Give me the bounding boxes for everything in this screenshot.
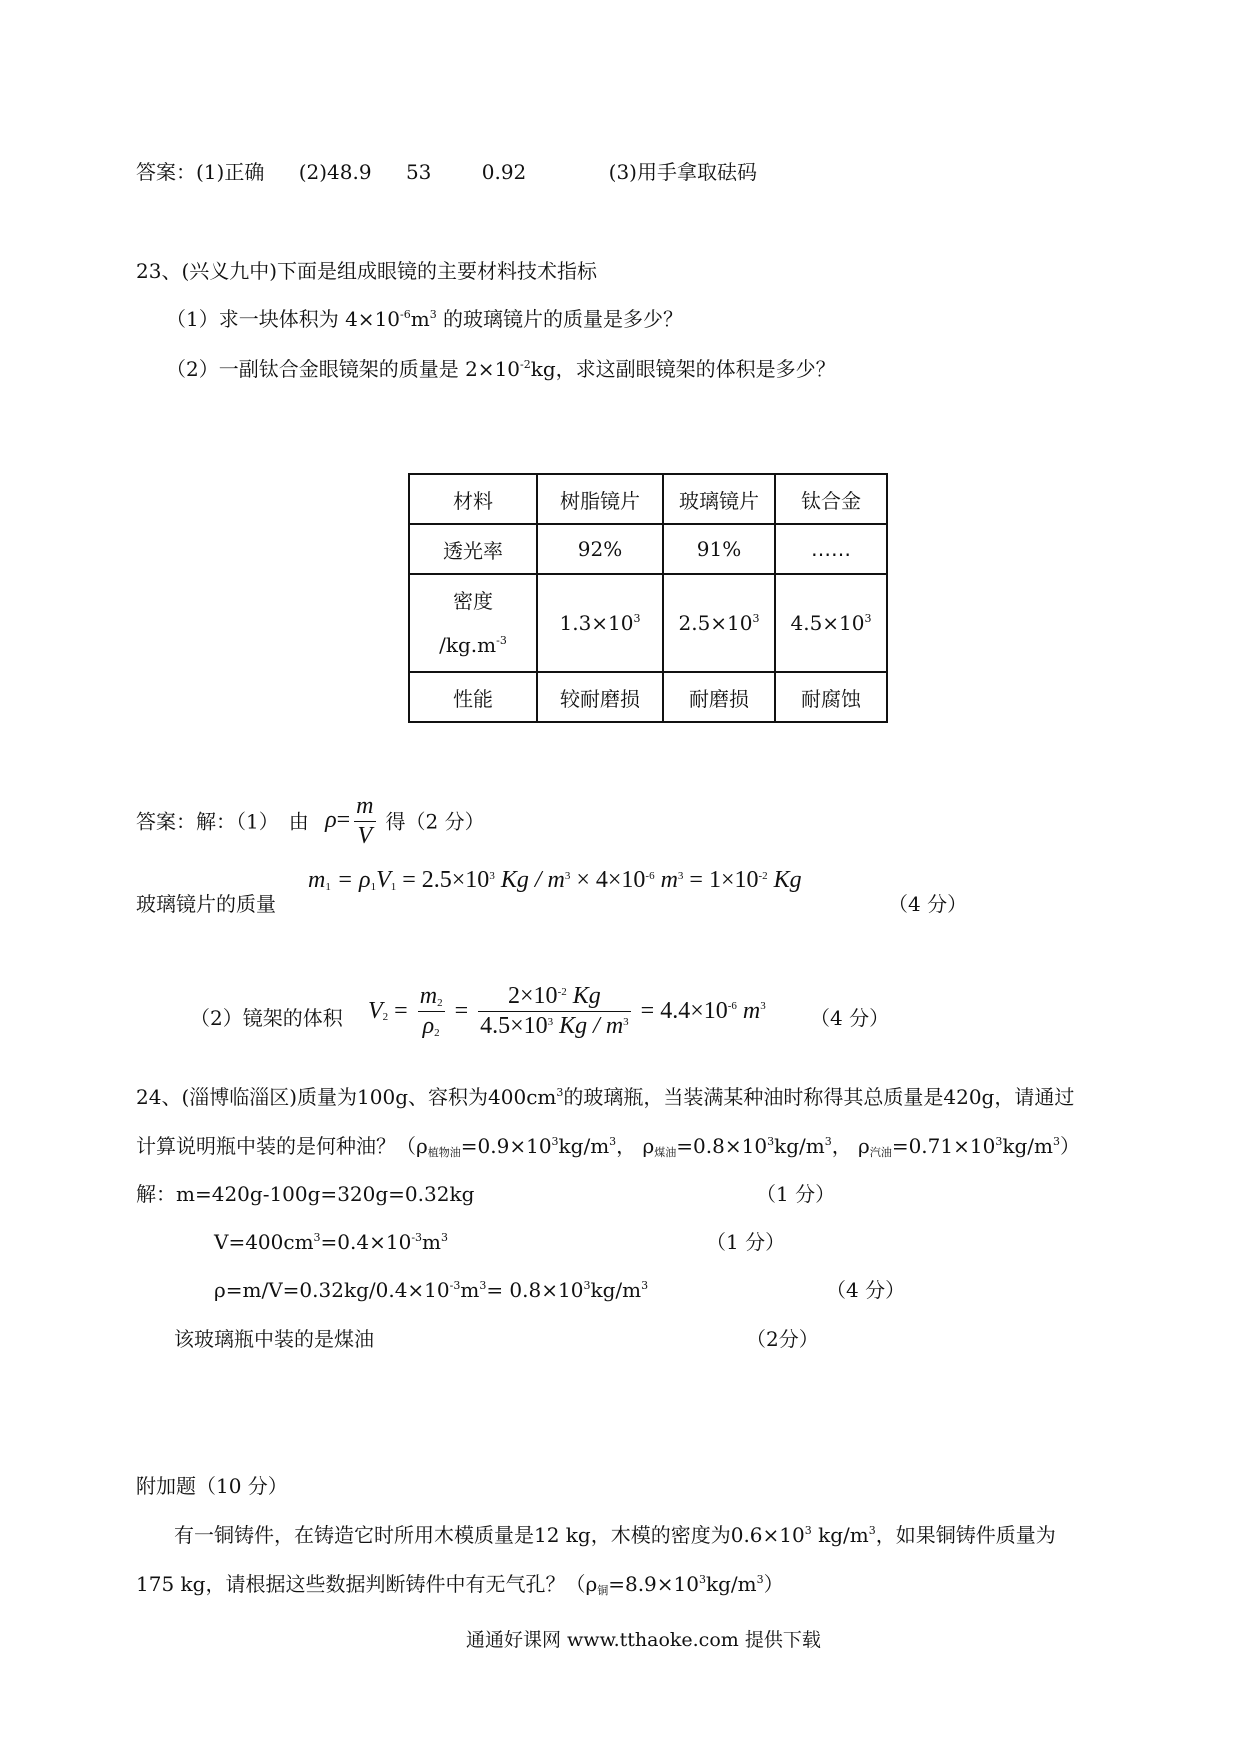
frame-volume-points: （4 分） (810, 1006, 890, 1030)
q23-sub2: （2）一副钛合金眼镜架的质量是 $2\times 10^{-2}kg$，求这副眼镜架的体积是多少？ (166, 357, 836, 381)
table-row-label: 透光率 (409, 524, 537, 574)
q24-solution-2-points: （1 分） (706, 1230, 786, 1254)
q23-title: 23、(兴义九中)下面是组成眼镜的主要材料技术指标 (136, 259, 598, 283)
answer-part-3: (3)用手拿取砝码 (608, 160, 757, 184)
q23-sub1: （1）求一块体积为 $4\times 10^{-6}m^3$ 的玻璃镜片的质量是多少？ (166, 307, 684, 331)
q22-answer (136, 160, 757, 184)
frame-volume-equation: $V_2$ = $\frac{m_2}{\rho_2}$ = $\frac{2\times 10^{-2} Kg}{4.5\times 10^3 Kg / m^3}$ = $4.4\times 10^{-6}$ $m^3$ (368, 983, 766, 1039)
q24-solution-1-points: （1 分） (756, 1182, 836, 1206)
glass-mass-points: （4 分） (888, 892, 968, 916)
table-cell: 92% (537, 524, 663, 574)
answer-value-53: 53 (405, 160, 432, 184)
page-footer: 通通好课网 www.tthaoke.com 提供下载 (466, 1629, 821, 1651)
table-row (409, 672, 887, 722)
bonus-line-2: 175 kg，请根据这些数据判断铸件中有无气孔？$(\rho_铜=8.9\times 10^3kg/m^3)$ (136, 1572, 784, 1597)
glass-mass-label: 玻璃镜片的质量 (136, 892, 276, 916)
table-header-cell: 材料 (409, 474, 537, 524)
q24-conclusion: 该玻璃瓶中装的是煤油 (174, 1327, 374, 1351)
table-cell: 91% (663, 524, 775, 574)
answer-label: 答案： (136, 160, 196, 184)
q24-solution-1: 解：m=420g-100g=320g=0.32kg (136, 1182, 475, 1206)
table-row (409, 574, 887, 672)
q24-line-1: 24、(淄博临淄区)质量为100g、容积为$400cm^3$的玻璃瓶，当装满某种油时称得其总质量是420g，请通过 (136, 1085, 1075, 1109)
q24-line-2: 计算说明瓶中装的是何种油？（$\rho_{植物油}=0.9\times 10^3kg/m^3$， $\rho_{煤油}=0.8\times 10^3kg/m^3$， $\rho_{汽油}=0.71\times 10^3kg/m^3$） (136, 1134, 1080, 1159)
q24-solution-3: $\rho=m/V=0.32kg/0.4\times 10^{-3}m^3= 0.8\times 10^3kg/m^3$ (214, 1278, 649, 1302)
table-row (409, 524, 887, 574)
frame-volume-label: （2）镜架的体积 (190, 1006, 343, 1030)
table-row-label: 密度 $/kg.m^{-3}$ (409, 574, 537, 672)
table-cell: $1.3\times 10^3$ (537, 574, 663, 672)
q24-solution-2: $V=400cm^3=0.4\times 10^{-3}m^3$ (214, 1230, 449, 1254)
table-cell: …… (775, 524, 887, 574)
table-cell: $2.5\times 10^3$ (663, 574, 775, 672)
table-cell: 耐磨损 (663, 672, 775, 722)
table-cell: 耐腐蚀 (775, 672, 887, 722)
materials-table (408, 473, 888, 723)
q24-conclusion-points: （2分） (746, 1327, 819, 1351)
answer-part-1: (1)正确 (196, 160, 265, 184)
bonus-line-1: 有一铜铸件，在铸造它时所用木模质量是12 kg，木模的密度为$0.6\times 10^3$ $kg/m^3$，如果铜铸件质量为 (174, 1523, 1056, 1547)
answer-value-092: 0.92 (481, 160, 527, 184)
table-row (409, 474, 887, 524)
glass-mass-equation: $m_1 = \rho_1V_1 = 2.5\times 10^3$ $Kg / m^3 \times 4\times 10^{-6}$ $m^3 = 1\times 10^{-2}$ Kg (308, 867, 802, 893)
q24-solution-3-points: （4 分） (826, 1278, 906, 1302)
table-row-label: 性能 (409, 672, 537, 722)
q23-answer-intro: 答案：解：（1） 由 ρ= $\frac{m}{V}$ 得（2 分） (136, 793, 485, 849)
table-header-cell: 钛合金 (775, 474, 887, 524)
table-cell: 较耐磨损 (537, 672, 663, 722)
table-header-cell: 树脂镜片 (537, 474, 663, 524)
table-header-cell: 玻璃镜片 (663, 474, 775, 524)
table-cell: $4.5\times 10^3$ (775, 574, 887, 672)
bonus-title: 附加题（10 分） (136, 1474, 288, 1498)
answer-part-2: (2)48.9 (298, 160, 372, 184)
density-formula: ρ= $\frac{m}{V}$ (325, 793, 374, 849)
